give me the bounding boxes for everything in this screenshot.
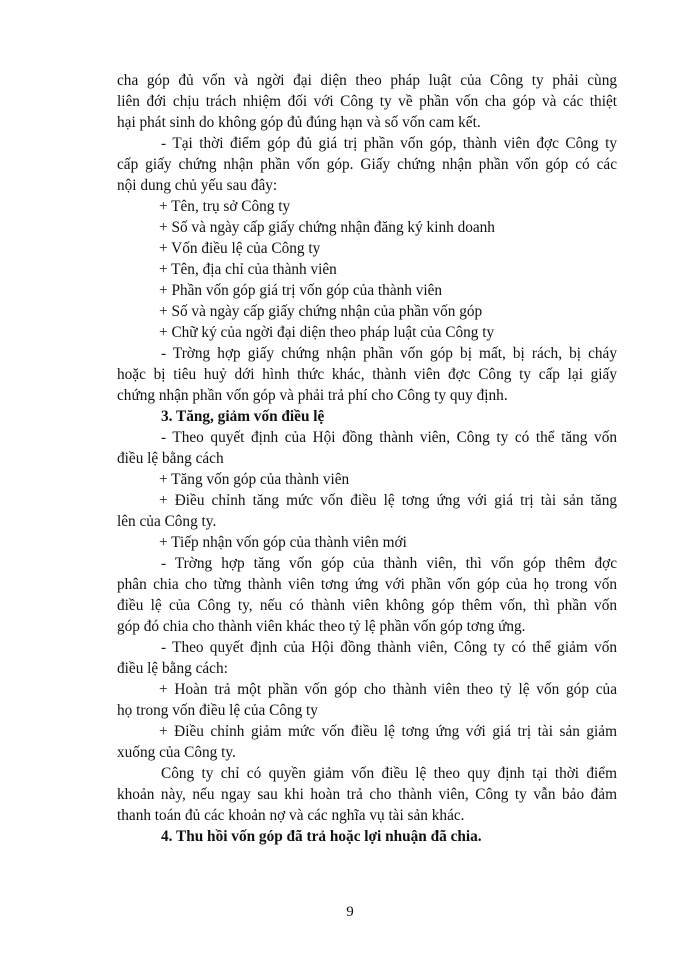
text-line: hại phát sinh do không góp đủ đúng hạn và số vốn cam kết. <box>117 114 481 131</box>
page-number: 9 <box>346 904 354 920</box>
text-line: - Trờng hợp giấy chứng nhận phần vốn góp bị mất, bị rách, bị cháy <box>161 345 617 362</box>
text-line: cấp giấy chứng nhận phần vốn góp. Giấy chứng nhận phần vốn góp có các <box>117 156 617 173</box>
text-line: - Tại thời điểm góp đủ giá trị phần vốn góp, thành viên đợc Công ty <box>161 135 617 152</box>
text-line: + Tên, địa chỉ của thành viên <box>159 261 337 278</box>
text-line: cha góp đủ vốn và ngời đại diện theo pháp luật của Công ty phải cùng <box>117 72 617 89</box>
text-line: - Trờng hợp tăng vốn góp của thành viên, thì vốn góp thêm đợc <box>161 555 617 572</box>
text-line: + Chữ ký của ngời đại diện theo pháp luật của Công ty <box>159 324 495 341</box>
text-line: + Số và ngày cấp giấy chứng nhận đăng ký kinh doanh <box>159 219 495 236</box>
text-line: chứng nhận phần vốn góp và phải trả phí cho Công ty quy định. <box>117 387 508 404</box>
text-line: điều lệ của Công ty, nếu có thành viên không góp thêm vốn, thì phần vốn <box>117 597 617 614</box>
text-line: + Số và ngày cấp giấy chứng nhận của phần vốn góp <box>159 303 483 320</box>
text-line: phân chia cho từng thành viên tơng ứng với phần vốn góp của họ trong vốn <box>117 576 617 593</box>
text-line: + Tiếp nhận vốn góp của thành viên mới <box>159 534 407 551</box>
text-line: Công ty chỉ có quyền giảm vốn điều lệ theo quy định tại thời điểm <box>161 765 617 782</box>
text-line: + Vốn điều lệ của Công ty <box>159 240 321 257</box>
text-line: thanh toán đủ các khoản nợ và các nghĩa vụ tài sản khác. <box>117 807 465 824</box>
text-line: hoặc bị tiêu huỷ dới hình thức khác, thành viên đợc Công ty cấp lại giấy <box>117 366 617 383</box>
section-heading: 4. Thu hồi vốn góp đã trả hoặc lợi nhuận đã chia. <box>161 828 482 845</box>
text-line: liên đới chịu trách nhiệm đối với Công ty về phần vốn cha góp và các thiệt <box>117 93 617 110</box>
text-line: - Theo quyết định của Hội đồng thành viên, Công ty có thể giảm vốn <box>161 639 617 656</box>
text-line: góp đó chia cho thành viên khác theo tỷ lệ phần vốn góp tơng ứng. <box>117 618 526 635</box>
text-line: khoản này, nếu ngay sau khi hoàn trả cho thành viên, Công ty vẫn bảo đảm <box>117 786 617 803</box>
text-line: - Theo quyết định của Hội đồng thành viên, Công ty có thể tăng vốn <box>161 429 617 446</box>
text-line: lên của Công ty. <box>117 513 217 530</box>
text-line: + Phần vốn góp giá trị vốn góp của thành viên <box>159 282 443 299</box>
text-line: + Điều chỉnh tăng mức vốn điều lệ tơng ứng với giá trị tài sản tăng <box>159 492 617 509</box>
text-line: + Tăng vốn góp của thành viên <box>159 471 350 488</box>
text-line: + Hoàn trả một phần vốn góp cho thành viên theo tỷ lệ vốn góp của <box>159 681 617 698</box>
text-line: nội dung chủ yếu sau đây: <box>117 177 278 194</box>
text-line: điều lệ bằng cách <box>117 450 224 467</box>
document-body <box>117 70 617 847</box>
text-line: + Tên, trụ sở Công ty <box>159 198 291 215</box>
section-heading: 3. Tăng, giảm vốn điều lệ <box>161 408 325 425</box>
text-line: điều lệ bằng cách: <box>117 660 228 677</box>
text-line: xuống của Công ty. <box>117 744 236 761</box>
text-line: + Điều chỉnh giảm mức vốn điều lệ tơng ứng với giá trị tài sản giảm <box>159 723 617 740</box>
text-line: họ trong vốn điều lệ của Công ty <box>117 702 318 719</box>
